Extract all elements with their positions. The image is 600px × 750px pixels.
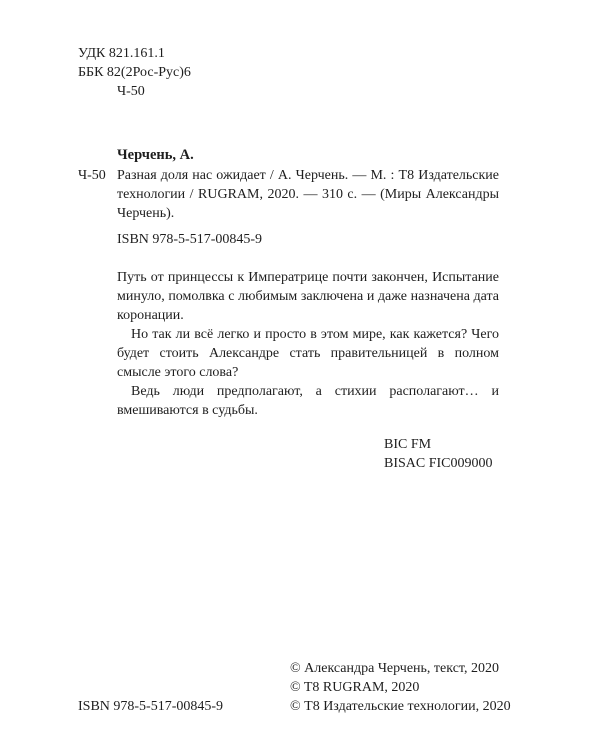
author-heading: Черчень, А. bbox=[117, 147, 194, 163]
bic-code: BIC FM bbox=[384, 437, 432, 452]
copyright-line: © T8 RUGRAM, 2020 bbox=[290, 680, 420, 695]
annotation bbox=[117, 268, 499, 420]
annotation-paragraph: Ведь люди предполагают, а стихии располагают… и вмешиваются в судьбы. bbox=[117, 384, 499, 418]
author-cipher: Ч-50 bbox=[117, 84, 145, 99]
bbk-code: ББК 82(2Рос-Рус)6 bbox=[78, 65, 191, 80]
bisac-code: BISAC FIC009000 bbox=[384, 456, 493, 471]
isbn-line: ISBN 978-5-517-00845-9 bbox=[117, 232, 263, 247]
side-author-cipher: Ч-50 bbox=[78, 168, 106, 183]
copyright-line: © Т8 Издательские технологии, 2020 bbox=[290, 699, 511, 714]
footer-isbn: ISBN 978-5-517-00845-9 bbox=[78, 699, 224, 714]
bibliographic-description: Разная доля нас ожидает / А. Черчень. — М. : Т8 Издательские технологии / RUGRAM, 2020. — 310 с. — (Миры Александры Черчень). bbox=[117, 168, 499, 221]
copyright-block bbox=[290, 659, 511, 716]
copyright-line: © Александра Черчень, текст, 2020 bbox=[290, 661, 499, 676]
udk-code: УДК 821.161.1 bbox=[78, 46, 165, 61]
annotation-paragraph: Путь от принцессы к Императрице почти закончен, Испытание минуло, помолвка с любимым заключена и даже назначена дата коронации. bbox=[117, 270, 499, 323]
annotation-paragraph: Но так ли всё легко и просто в этом мире, как кажется? Чего будет стоить Александре стать правительницей в полном смысле этого слова? bbox=[117, 327, 499, 380]
